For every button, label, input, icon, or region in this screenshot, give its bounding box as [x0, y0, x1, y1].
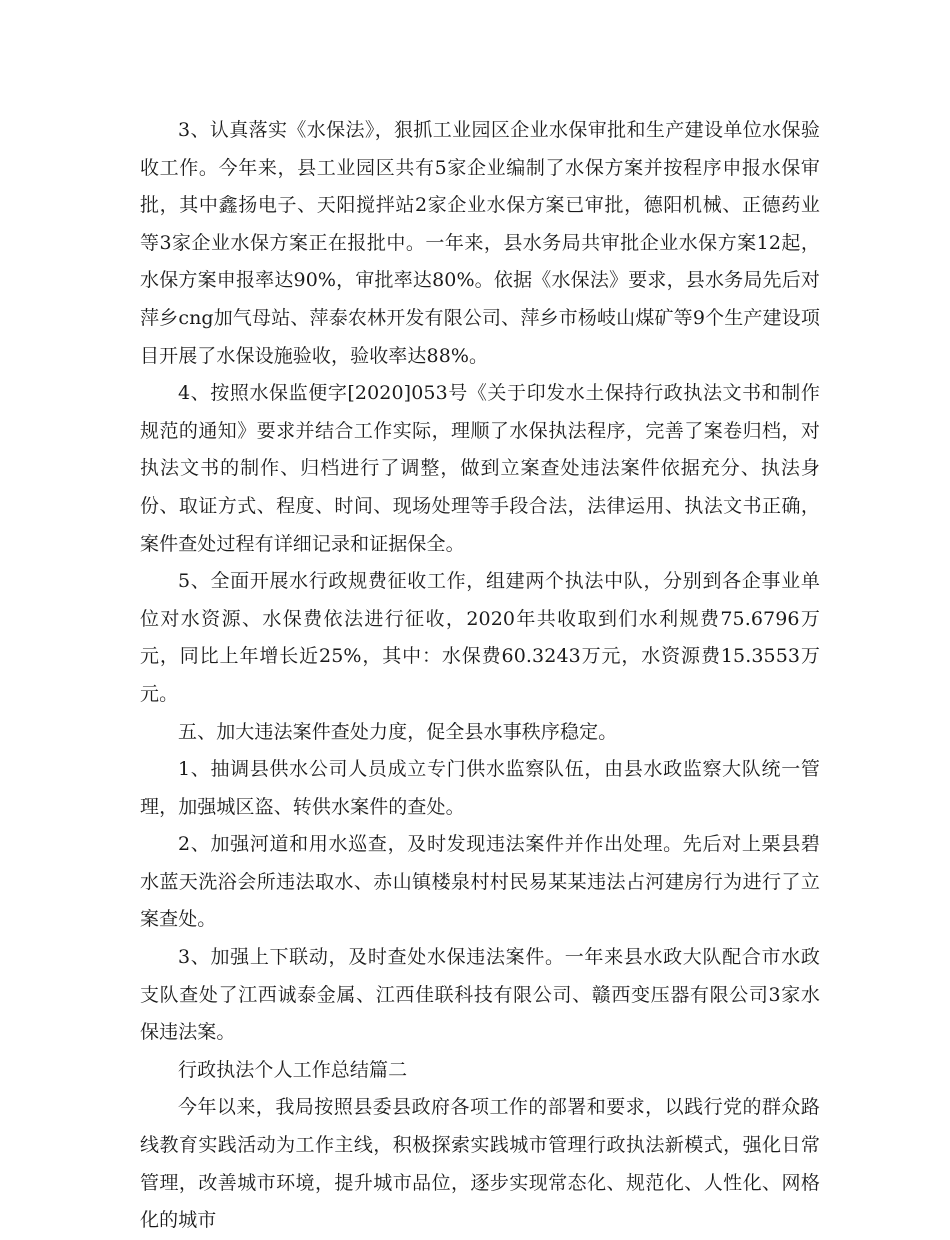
section-heading-five: 五、加大违法案件查处力度，促全县水事秩序稳定。 [178, 720, 618, 743]
paragraph-river-inspection: 2、加强河道和用水巡查，及时发现违法案件并作出处理。先后对上栗县碧水蓝天洗浴会所违法取水、赤山镇楼泉村村民易某某违法占河建房行为进行了立案查处。 [140, 833, 820, 931]
paragraph-fee-collection: 5、全面开展水行政规费征收工作，组建两个执法中队，分别到各企事业单位对水资源、水保费依法进行征收，2020年共收取到们水利规费75.6796万元，同比上年增长近25%，其中：水保费60.3243万元，水资源费15.3553万元。 [140, 570, 820, 705]
paragraph-water-law-approval: 3、认真落实《水保法》，狠抓工业园区企业水保审批和生产建设单位水保验收工作。今年来，县工业园区共有5家企业编制了水保方案并按程序申报水保审批，其中鑫扬电子、天阳搅拌站2家企业水保方案已审批，德阳机械、正德药业等3家企业水保方案正在报批中。一年来，县水务局共审批企业水保方案12起，水保方案申报率达90%，审批率达80%。依据《水保法》要求，县水务局先后对萍乡cng加气母站、萍泰农林开发有限公司、萍乡市杨岐山煤矿等9个生产建设项目开展了水保设施验收，验收率达88%。 [140, 119, 820, 367]
paragraph-water-supply-team: 1、抽调县供水公司人员成立专门供水监察队伍，由县水政监察大队统一管理，加强城区盗、转供水案件的查处。 [140, 758, 820, 818]
paragraph-summary-intro: 今年以来，我局按照县委县政府各项工作的部署和要求，以践行党的群众路线教育实践活动为工作主线，积极探索实践城市管理行政执法新模式，强化日常管理，改善城市环境，提升城市品位，逐步实现常态化、规范化、人性化、网格化的城市 [140, 1096, 820, 1232]
article-subtitle-part-two: 行政执法个人工作总结篇二 [178, 1058, 408, 1081]
paragraph-joint-enforcement: 3、加强上下联动，及时查处水保违法案件。一年来县水政大队配合市水政支队查处了江西诚泰金属、江西佳联科技有限公司、赣西变压器有限公司3家水保违法案。 [140, 946, 820, 1044]
paragraph-enforcement-documents: 4、按照水保监便字[2020]053号《关于印发水土保持行政执法文书和制作规范的通知》要求并结合工作实际，理顺了水保执法程序，完善了案卷归档，对执法文书的制作、归档进行了调整，做到立案查处违法案件依据充分、执法身份、取证方式、程度、时间、现场处理等手段合法，法律运用、执法文书正确，案件查处过程有详细记录和证据保全。 [140, 382, 820, 555]
document-body [140, 112, 820, 1240]
